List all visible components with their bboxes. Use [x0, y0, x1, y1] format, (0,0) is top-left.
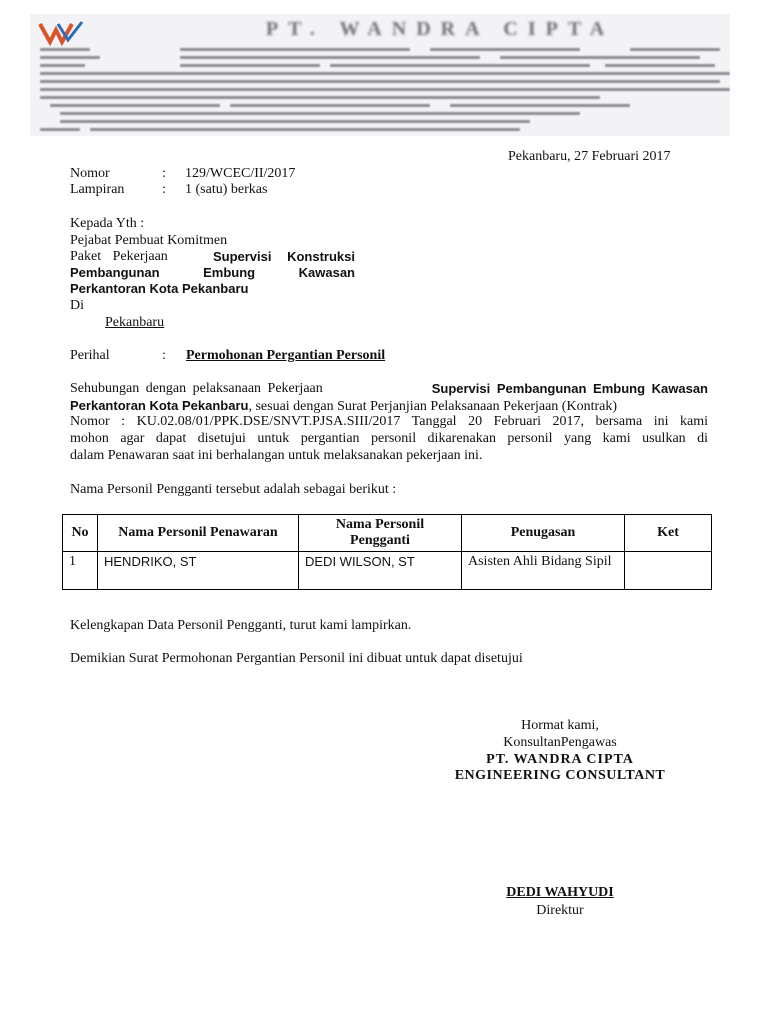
letterhead-text-line	[180, 56, 480, 59]
letterhead-text-line	[90, 128, 520, 131]
recipient-package-line: Pembangunan Embung Kawasan	[70, 265, 355, 280]
signature-role: KonsultanPengawas	[503, 735, 617, 750]
meta-value-lampiran: 1 (satu) berkas	[185, 182, 268, 197]
table-cell-penawaran: HENDRIKO, ST	[98, 552, 299, 590]
table-header-pengganti: Nama Personil Pengganti	[299, 515, 462, 552]
letterhead-text-line	[40, 96, 600, 99]
signature-name: DEDI WAHYUDI	[506, 885, 614, 900]
meta-sep-lampiran: :	[162, 182, 166, 197]
recipient-title: Pejabat Pembuat Komitmen	[70, 233, 228, 248]
letterhead-text-line	[630, 48, 720, 51]
recipient-package-line-1	[70, 249, 355, 265]
letterhead-text-line	[60, 120, 530, 123]
letterhead-text-line	[500, 56, 700, 59]
letterhead-text-line	[330, 64, 590, 67]
body-paragraph-2: Nama Personil Pengganti tersebut adalah sebagai berikut :	[70, 482, 397, 497]
letterhead-text-line	[230, 104, 430, 107]
table-cell-ket	[625, 552, 712, 590]
body-paragraph-line-5: dalam Penawaran saat ini berhalangan untuk melaksanakan pekerjaan ini.	[70, 448, 483, 463]
personnel-table	[62, 514, 712, 590]
letterhead-text-line	[40, 48, 90, 51]
meta-value-nomor: 129/WCEC/II/2017	[185, 166, 296, 181]
table-header-penawaran: Nama Personil Penawaran	[98, 515, 299, 552]
letterhead-text-line	[40, 128, 80, 131]
recipient-package-line: Supervisi Konstruksi	[212, 249, 355, 264]
signature-regards: Hormat kami,	[521, 718, 599, 733]
body-project-name: Supervisi Pembangunan Embung Kawasan	[431, 381, 708, 396]
table-cell-pengganti: DEDI WILSON, ST	[299, 552, 462, 590]
signature-company-2: ENGINEERING CONSULTANT	[454, 768, 666, 783]
letterhead-text-line	[40, 88, 730, 91]
table-header-no: No	[63, 515, 98, 552]
meta-label-lampiran: Lampiran	[70, 182, 125, 197]
letterhead-text-line	[40, 80, 720, 83]
subject-sep: :	[162, 348, 166, 363]
body-paragraph-line-3: Nomor : KU.02.08/01/PPK.DSE/SNVT.PJSA.SIII/2017 Tanggal 20 Februari 2017, bersama ini kami	[70, 414, 708, 429]
body-contract-ref: , sesuai dengan Surat Perjanjian Pelaksanaan Pekerjaan (Kontrak)	[248, 399, 617, 414]
body-paragraph-line-4: mohon agar dapat disetujui untuk pergantian personil dikarenakan personil yang kami usulkan di	[70, 431, 708, 446]
table-header-row	[63, 515, 712, 552]
table-header-penugasan: Penugasan	[462, 515, 625, 552]
body-intro: Sehubungan dengan pelaksanaan Pekerjaan	[70, 381, 323, 396]
recipient-package-prefix: Paket Pekerjaan	[70, 249, 168, 264]
closing-paragraph-1: Kelengkapan Data Personil Pengganti, turut kami lampirkan.	[70, 618, 412, 633]
recipient-di: Di	[70, 298, 84, 313]
letterhead-text-line	[60, 112, 580, 115]
closing-paragraph-2: Demikian Surat Permohonan Pergantian Personil ini dibuat untuk dapat disetujui	[70, 651, 523, 666]
body-project-name-cont: Perkantoran Kota Pekanbaru	[70, 398, 249, 413]
table-row	[63, 552, 712, 590]
signature-position: Direktur	[536, 903, 584, 918]
letterhead-address-block	[30, 44, 730, 136]
table-cell-no: 1	[63, 552, 98, 590]
letterhead-text-line	[40, 72, 730, 75]
letterhead-text-line	[40, 64, 85, 67]
letterhead-text-line	[180, 48, 410, 51]
subject-value: Permohonan Pergantian Personil	[186, 348, 386, 363]
subject-label: Perihal	[70, 348, 110, 363]
letterhead-text-line	[50, 104, 220, 107]
meta-label-nomor: Nomor	[70, 166, 110, 181]
recipient-greeting: Kepada Yth :	[70, 216, 145, 231]
table-header-ket: Ket	[625, 515, 712, 552]
body-paragraph-line-2	[70, 398, 708, 415]
recipient-package-line: Perkantoran Kota Pekanbaru	[70, 281, 249, 296]
signature-company-1: PT. WANDRA CIPTA	[486, 752, 634, 767]
letterhead-text-line	[40, 56, 100, 59]
body-paragraph-line-1	[70, 381, 708, 397]
letterhead-text-line	[605, 64, 715, 67]
table-cell-penugasan: Asisten Ahli Bidang Sipil	[462, 552, 625, 590]
recipient-city: Pekanbaru	[105, 315, 165, 330]
letterhead-text-line	[180, 64, 320, 67]
place-date: Pekanbaru, 27 Februari 2017	[508, 149, 671, 164]
letterhead-text-line	[430, 48, 580, 51]
letterhead	[30, 14, 730, 136]
letterhead-text-line	[450, 104, 630, 107]
meta-sep-nomor: :	[162, 166, 166, 181]
letterhead-company-name: PT. WANDRA CIPTA	[265, 18, 615, 40]
